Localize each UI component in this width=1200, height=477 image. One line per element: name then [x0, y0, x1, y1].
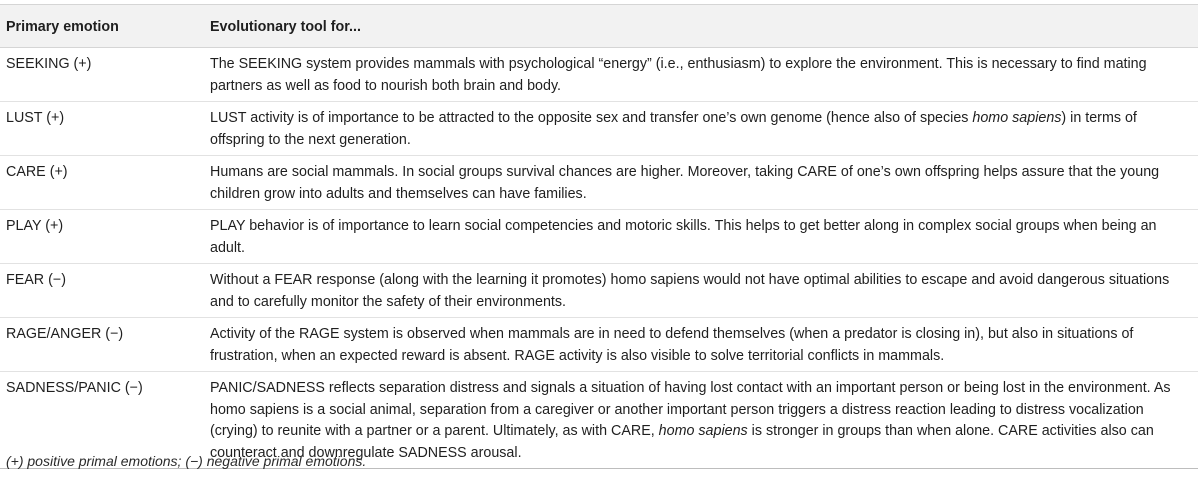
- emotions-table: [0, 4, 1198, 469]
- description-text: ) in terms of offspring to the next generation.: [210, 110, 1137, 148]
- header-evolutionary-tool: Evolutionary tool for...: [210, 5, 1198, 48]
- description-italic-text: homo sapiens: [658, 423, 748, 439]
- description-cell: [210, 102, 1198, 156]
- description-text: Humans are social mammals. In social groups survival chances are higher. Moreover, taking CARE of one’s own offspring helps assure that the young children grow into adults and themselves can have families.: [210, 164, 1160, 202]
- emotion-cell: PLAY (+): [0, 210, 210, 264]
- emotion-cell: FEAR (−): [0, 264, 210, 318]
- description-cell: [210, 210, 1198, 264]
- header-primary-emotion: Primary emotion: [0, 5, 210, 48]
- table-row: [0, 318, 1198, 372]
- table-row: [0, 156, 1198, 210]
- emotion-cell: RAGE/ANGER (−): [0, 318, 210, 372]
- table-footnote: (+) positive primal emotions; (−) negative primal emotions.: [6, 453, 367, 469]
- description-cell: [210, 48, 1198, 102]
- description-text: The SEEKING system provides mammals with psychological “energy” (i.e., enthusiasm) to explore the environment. This is necessary to find mating partners as well as food to nourish both brain and body.: [210, 56, 1147, 94]
- description-text: PANIC/SADNESS reflects separation distress and signals a situation of having lost contact with an important person or being lost in the environment. As homo sapiens is a social animal, separation from a caregiver or another important person triggers a distress reaction leading to distress vocalization (crying) to reunite with a partner or a parent. Ultimately, as with CARE,: [210, 380, 1171, 439]
- description-italic-text: homo sapiens: [972, 110, 1062, 126]
- description-text: is stronger in groups than when alone. CARE activities also can counteract and downregulate SADNESS arousal.: [210, 423, 1154, 461]
- description-text: Without a FEAR response (along with the learning it promotes) homo sapiens would not have optimal abilities to escape and avoid dangerous situations and to carefully monitor the safety of their environments.: [210, 272, 1170, 310]
- table-header-row: [0, 5, 1198, 48]
- emotion-cell: SADNESS/PANIC (−): [0, 372, 210, 469]
- emotion-cell: LUST (+): [0, 102, 210, 156]
- emotions-table-container: [0, 4, 1198, 469]
- description-text: Activity of the RAGE system is observed when mammals are in need to defend themselves (when a predator is closing in), but also in situations of frustration, when an expected reward is absent. RAGE activity is also visible to solve territorial conflicts in mammals.: [210, 326, 1134, 364]
- description-cell: [210, 156, 1198, 210]
- emotion-cell: SEEKING (+): [0, 48, 210, 102]
- table-row: [0, 48, 1198, 102]
- table-row: [0, 210, 1198, 264]
- emotion-cell: CARE (+): [0, 156, 210, 210]
- description-text: PLAY behavior is of importance to learn social competencies and motoric skills. This helps to get better along in complex social groups when being an adult.: [210, 218, 1157, 256]
- description-cell: [210, 318, 1198, 372]
- table-row: [0, 102, 1198, 156]
- table-row: [0, 264, 1198, 318]
- description-text: LUST activity is of importance to be attracted to the opposite sex and transfer one’s own genome (hence also of species: [210, 110, 973, 126]
- description-cell: [210, 264, 1198, 318]
